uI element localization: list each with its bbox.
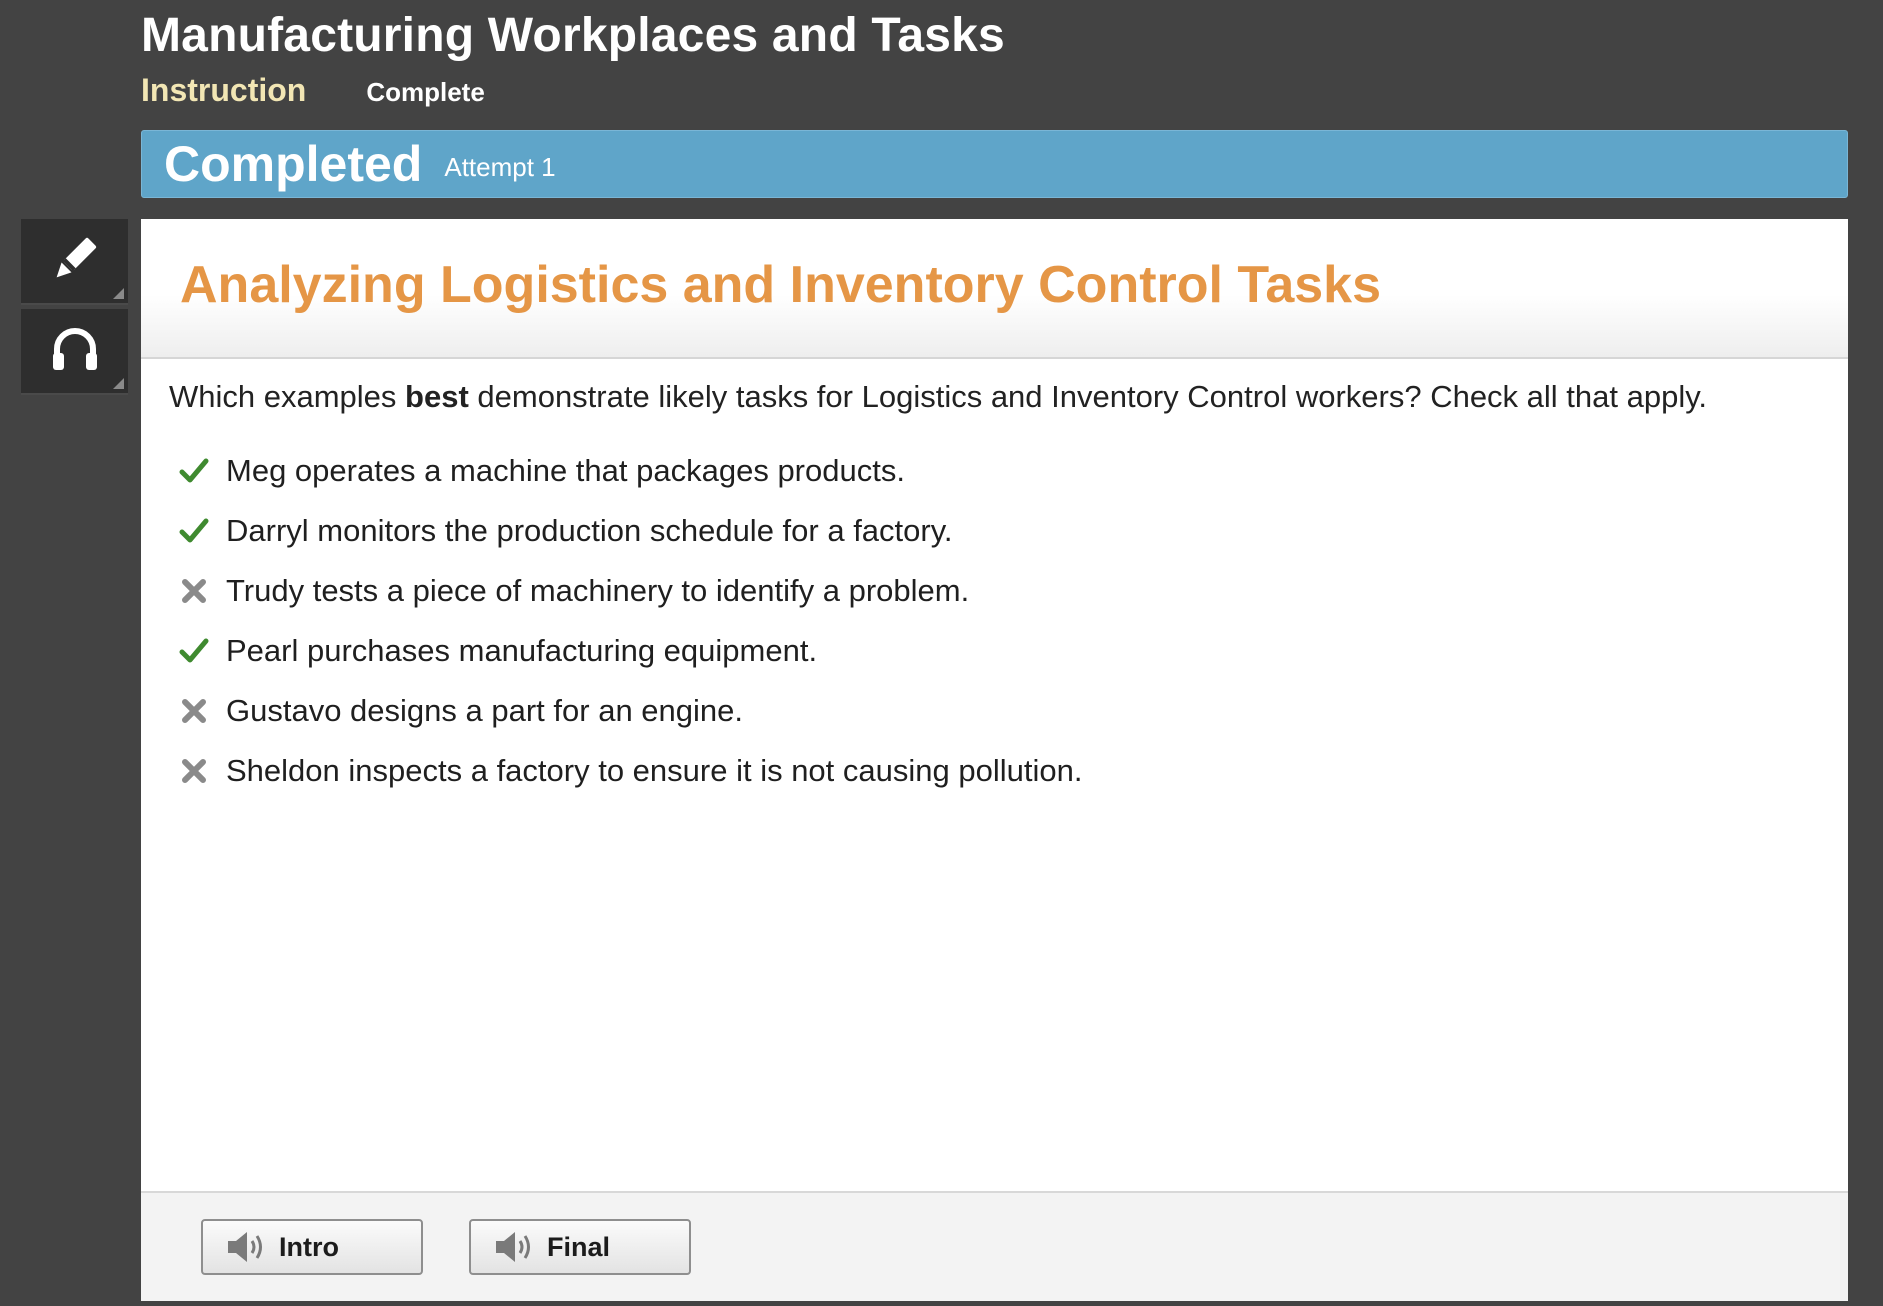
check-icon bbox=[174, 511, 214, 551]
intro-button[interactable] bbox=[201, 1219, 423, 1275]
tab-instruction[interactable]: Instruction bbox=[141, 72, 307, 108]
answer-item bbox=[174, 681, 1082, 741]
speaker-icon bbox=[493, 1227, 535, 1267]
notes-button[interactable] bbox=[21, 219, 128, 305]
answer-text: Sheldon inspects a factory to ensure it is not causing pollution. bbox=[226, 753, 1083, 788]
answer-text: Darryl monitors the production schedule for a factory. bbox=[226, 513, 953, 548]
intro-label: Intro bbox=[279, 1231, 339, 1262]
answer-text: Pearl purchases manufacturing equipment. bbox=[226, 633, 818, 668]
tab-complete[interactable]: Complete bbox=[366, 77, 485, 107]
question-emphasis: best bbox=[405, 379, 469, 414]
answer-item bbox=[174, 621, 1082, 681]
attempt-label: Attempt 1 bbox=[444, 151, 556, 182]
question-text bbox=[169, 379, 1707, 415]
answer-item bbox=[174, 741, 1082, 801]
lesson-title: Analyzing Logistics and Inventory Control Tasks bbox=[180, 256, 1382, 314]
final-button[interactable] bbox=[469, 1219, 691, 1275]
expand-corner-icon bbox=[113, 378, 124, 389]
nav-tabs bbox=[141, 72, 485, 109]
final-label: Final bbox=[547, 1231, 611, 1262]
speaker-icon bbox=[225, 1227, 267, 1267]
content-header bbox=[141, 219, 1848, 359]
footer bbox=[141, 1191, 1848, 1301]
answer-item bbox=[174, 441, 1082, 501]
x-icon bbox=[174, 691, 214, 731]
answer-text: Trudy tests a piece of machinery to identify a problem. bbox=[226, 573, 970, 608]
headphones-icon bbox=[47, 321, 103, 382]
answer-text: Meg operates a machine that packages products. bbox=[226, 453, 905, 488]
status-bar bbox=[141, 130, 1848, 198]
question-suffix: demonstrate likely tasks for Logistics and Inventory Control workers? Check all that apply. bbox=[468, 379, 1708, 414]
app-title: Manufacturing Workplaces and Tasks bbox=[141, 9, 1005, 62]
answer-text: Gustavo designs a part for an engine. bbox=[226, 693, 743, 728]
answer-item bbox=[174, 501, 1082, 561]
answer-list bbox=[174, 441, 1082, 801]
side-toolbar bbox=[21, 219, 128, 395]
x-icon bbox=[174, 751, 214, 791]
content-panel bbox=[141, 219, 1848, 1301]
answer-item bbox=[174, 561, 1082, 621]
question-prefix: Which examples bbox=[169, 379, 406, 414]
status-title: Completed bbox=[164, 136, 423, 192]
expand-corner-icon bbox=[113, 288, 124, 299]
x-icon bbox=[174, 571, 214, 611]
check-icon bbox=[174, 451, 214, 491]
check-icon bbox=[174, 631, 214, 671]
pencil-icon bbox=[47, 231, 103, 292]
audio-button[interactable] bbox=[21, 309, 128, 395]
